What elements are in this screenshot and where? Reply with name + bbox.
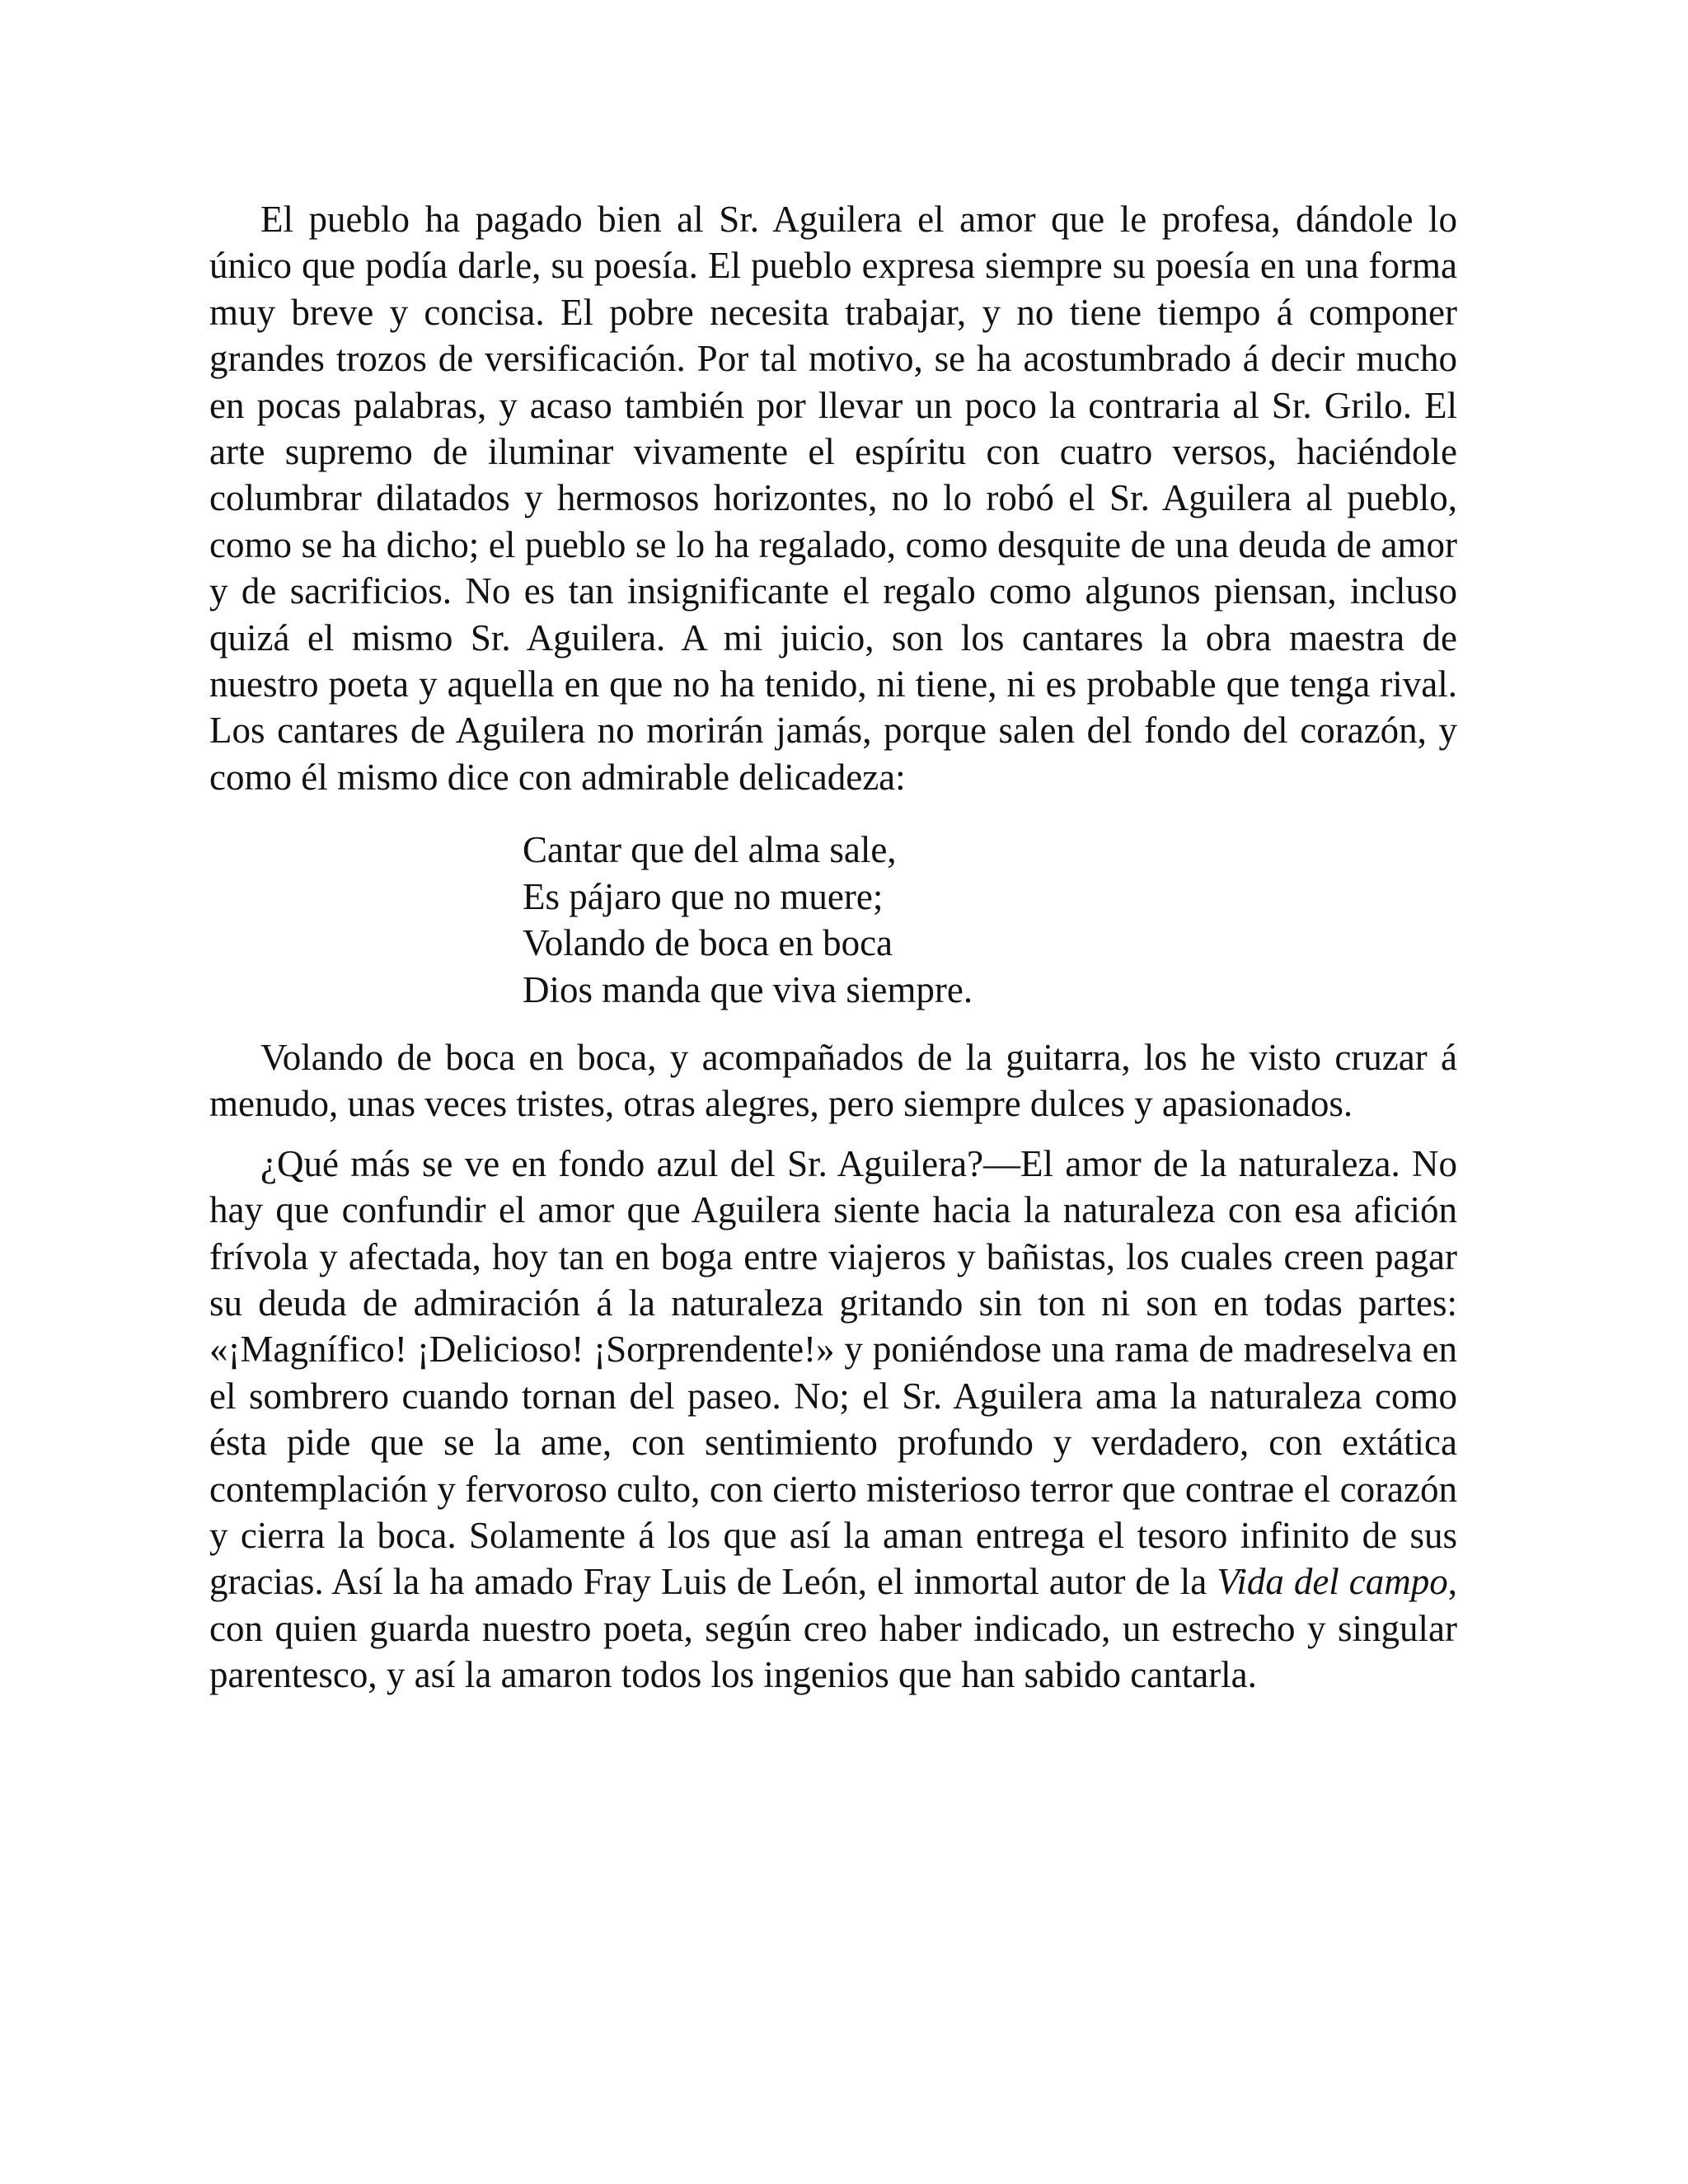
paragraph-naturaleza-text-start: ¿Qué más se ve en fondo azul del Sr. Aguilera?—El amor de la naturaleza. No hay que confundir el amor que Aguilera siente hacia la naturaleza con esa afición frívola y afectada, hoy tan en boga entre viajeros y bañistas, los cuales creen pagar su deuda de admiración á la naturaleza gritando sin ton ni son en todas partes: «¡Magnífico! ¡Delicioso! ¡Sorprendente!» y poniéndose una rama de madreselva en el sombrero cuando tornan del paseo. No; el Sr. Aguilera ama la naturaleza como ésta pide que se la ame, con sentimiento profundo y verdadero, con extática contemplación y fervoroso culto, con cierto misterioso terror que contrae el corazón y cierra la boca. Solamente á los que así la aman entrega el tesoro infinito de sus gracias. Así la ha amado Fray Luis de León, el inmortal autor de la xyxy=(209,1142,1457,1603)
paragraph-naturaleza-text-end: , con quien guarda nuestro poeta, según creo haber indicado, un estrecho y singular parentesco, y así la amaron todos los ingenios que han sabido cantarla. xyxy=(209,1561,1457,1696)
document-page xyxy=(209,196,1457,1699)
paragraph-cantares: El pueblo ha pagado bien al Sr. Aguilera el amor que le profesa, dándole lo único que podía darle, su poesía. El pueblo expresa siempre su poesía en una forma muy breve y concisa. El pobre necesita trabajar, y no tiene tiempo á componer grandes trozos de versificación. Por tal motivo, se ha acostumbrado á decir mucho en pocas palabras, y acaso también por llevar un poco la contraria al Sr. Grilo. El arte supremo de iluminar vivamente el espíritu con cuatro versos, haciéndole columbrar dilatados y hermosos horizontes, no lo robó el Sr. Aguilera al pueblo, como se ha dicho; el pueblo se lo ha regalado, como desquite de una deuda de amor y de sacrificios. No es tan insignificante el regalo como algunos piensan, incluso quizá el mismo Sr. Aguilera. A mi juicio, son los cantares la obra maestra de nuestro poeta y aquella en que no ha tenido, ni tiene, ni es probable que tenga rival. Los cantares de Aguilera no morirán jamás, porque salen del fondo del corazón, y como él mismo dice con admirable delicadeza: xyxy=(209,199,1457,798)
verse-line: Volando de boca en boca xyxy=(523,922,893,964)
verse-line: Es pájaro que no muere; xyxy=(523,875,884,917)
paragraph-volando: Volando de boca en boca, y acompañados de la guitarra, los he visto cruzar á menudo, unas veces tristes, otras alegres, pero siempre dulces y apasionados. xyxy=(209,1036,1457,1125)
paragraph-naturaleza xyxy=(209,1141,1457,1699)
verse-stanza xyxy=(209,827,1457,1013)
verse-line: Cantar que del alma sale, xyxy=(523,829,897,871)
verse-line: Dios manda que viva siempre. xyxy=(523,968,973,1010)
book-title-italic: Vida del campo xyxy=(1217,1561,1448,1603)
